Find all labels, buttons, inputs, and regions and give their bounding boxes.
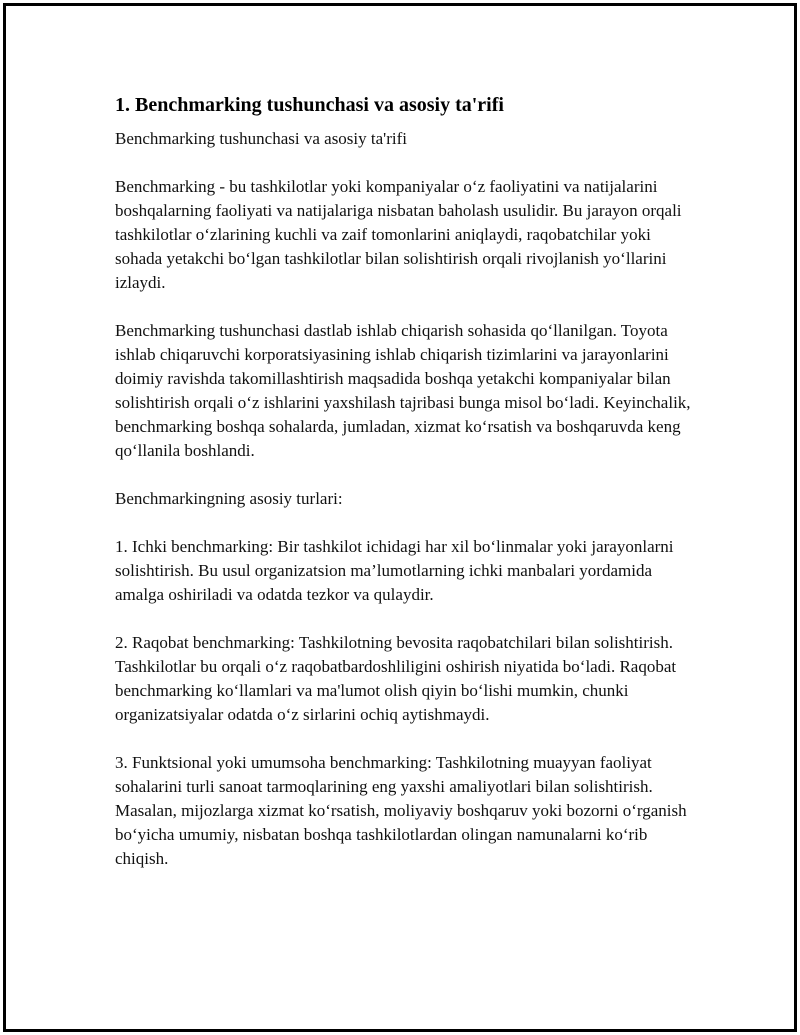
paragraph-types-intro: Benchmarkingning asosiy turlari: <box>115 489 343 508</box>
paragraph-functional-benchmarking: 3. Funktsional yoki umumsoha benchmarking: Tashkilotning muayyan faoliyat sohalarini turli sanoat tarmoqlarining eng yaxshi amaliyotlari bilan solishtirish. Masalan, mijozlarga xizmat ko‘rsatish, moliyaviy boshqaruv yoki bozorni o‘rganish bo‘yicha umumiy, nisbatan boshqa tashkilotlardan olingan namunalarni ko‘rib chiqish. <box>115 753 687 868</box>
paragraph-internal-benchmarking: 1. Ichki benchmarking: Bir tashkilot ichidagi har xil bo‘linmalar yoki jarayonlarni solishtirish. Bu usul organizatsion ma’lumotlarning ichki manbalari yordamida amalga oshiriladi va odatda tezkor va qulaydir. <box>115 537 674 604</box>
document-body <box>115 90 695 895</box>
paragraph-definition: Benchmarking - bu tashkilotlar yoki kompaniyalar o‘z faoliyatini va natijalarini boshqalarning faoliyati va natijalariga nisbatan baholash usulidir. Bu jarayon orqali tashkilotlar o‘zlarining kuchli va zaif tomonlarini aniqlaydi, raqobatchilar yoki sohada yetakchi bo‘lgan tashkilotlar bilan solishtirish orqali rivojlanish yo‘llarini izlaydi. <box>115 177 682 292</box>
paragraph-history: Benchmarking tushunchasi dastlab ishlab chiqarish sohasida qo‘llanilgan. Toyota ishlab chiqaruvchi korporatsiyasining ishlab chiqarish tizimlarini va jarayonlarini doimiy ravishda takomillashtirish maqsadida boshqa yetakchi kompaniyalar bilan solishtirish orqali o‘z ishlarini yaxshilash tajribasi bunga misol bo‘ladi. Keyinchalik, benchmarking boshqa sohalarda, jumladan, xizmat ko‘rsatish va boshqaruvda keng qo‘llanila boshlandi. <box>115 321 691 460</box>
section-heading: 1. Benchmarking tushunchasi va asosiy ta'rifi <box>115 94 504 116</box>
paragraph-competitive-benchmarking: 2. Raqobat benchmarking: Tashkilotning bevosita raqobatchilari bilan solishtirish. Tashkilotlar bu orqali o‘z raqobatbardoshliligini oshirish niyatida bo‘ladi. Raqobat benchmarking ko‘llamlari va ma'lumot olish qiyin bo‘lishi mumkin, chunki organizatsiyalar odatda o‘z sirlarini ochiq aytishmaydi. <box>115 633 677 724</box>
section-subtitle: Benchmarking tushunchasi va asosiy ta'rifi <box>115 129 407 148</box>
